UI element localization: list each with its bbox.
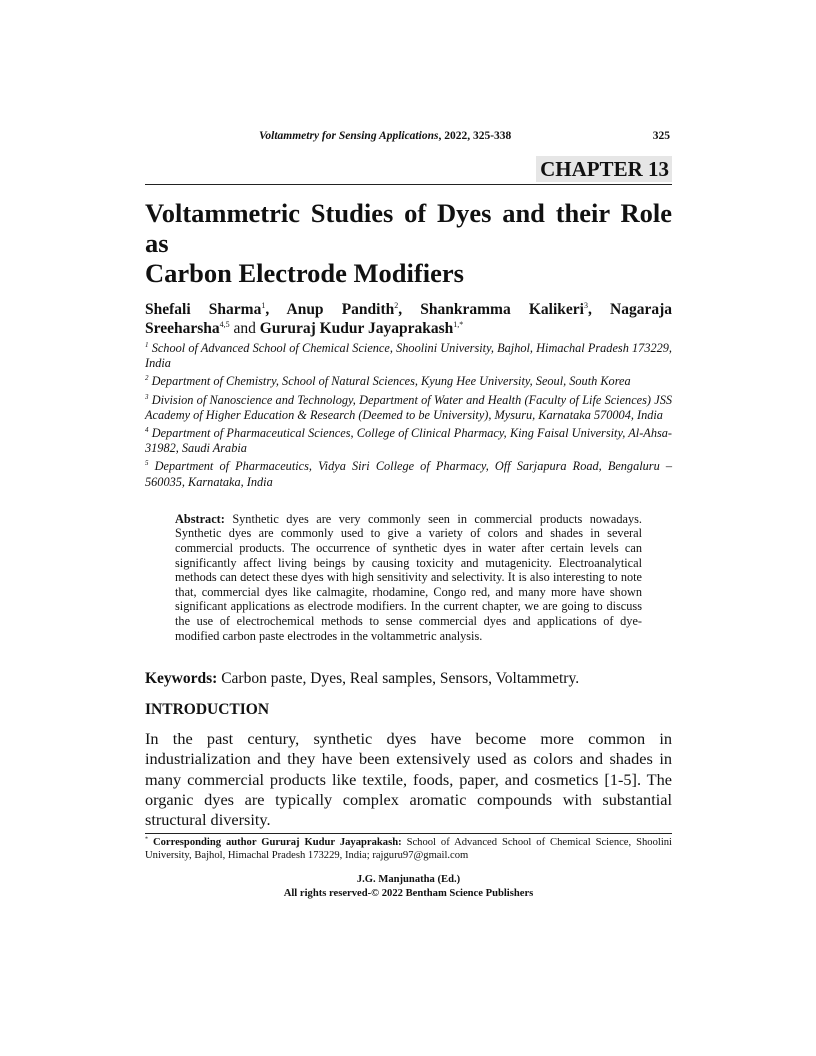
separator: , (587, 301, 610, 318)
chapter-label: CHAPTER 13 (536, 156, 672, 182)
abstract-text: Synthetic dyes are very commonly seen in commercial products nowadays. Synthetic dyes are commonly used to give a variety of colors and shades in several commercial products. The occurrence of synthetic dyes in water after certain levels can significantly affect living beings by causing toxicity and mutagenicity. Electroanalytical methods can detect these dyes with high sensitivity and selectivity. It is also interesting to note that, commercial dyes like calmagite, rhodamine, Congo red, and many more have shown significant applications as electrode modifiers. In the current chapter, we are going to discuss the use of electrochemical methods to sense commercial dyes and applications of dye-modified carbon paste electrodes in the voltammetric analysis. (175, 511, 642, 643)
separator: and (229, 320, 260, 337)
affiliation: $^4$ Department of Pharmaceutical Sciences, College of Clinical Pharmacy, King Faisal University, Al-Ahsa-31982, Saudi Arabia (145, 425, 672, 456)
author-name: Nagaraja (610, 301, 672, 318)
separator: , (398, 301, 421, 318)
author-list (145, 300, 672, 338)
abstract (175, 512, 642, 643)
author-name: Anup Pandith (286, 301, 395, 318)
footnote-divider (145, 833, 672, 834)
chapter-title-line2: Carbon Electrode Modifiers (145, 258, 464, 288)
affiliation: $^2$ Department of Chemistry, School of Natural Sciences, Kyung Hee University, Seoul, South Korea (145, 374, 631, 389)
running-head (145, 128, 672, 144)
author-sup: 4,5 (219, 319, 230, 329)
affiliations (145, 341, 672, 490)
running-head-journal: Voltammetry for Sensing Applications, 2022, 325-338 (259, 130, 512, 142)
editor-line: J.G. Manjunatha (Ed.) (356, 873, 461, 885)
section-heading: INTRODUCTION (145, 701, 270, 719)
abstract-label: Abstract: (175, 511, 225, 526)
footnote-label: Corresponding author Gururaj Kudur Jayaprakash: (152, 836, 402, 848)
copyright-line: All rights reserved-© 2022 Bentham Science Publishers (283, 888, 534, 900)
chapter-title (145, 198, 672, 288)
keywords (145, 669, 672, 688)
affiliation: $^3$ Division of Nanoscience and Technology, Department of Water and Health (Faculty of Life Sciences) JSS Academy of Higher Education & Research (Deemed to be University), Mysuru, Karnataka 570004, India (145, 392, 672, 422)
chapter-title-line1: Voltammetric Studies of Dyes and their Role as (145, 198, 672, 258)
author-name: Shankramma Kalikeri (420, 301, 584, 318)
footnote-text: School of Advanced School of Chemical Science, Shoolini University, Bajhol, Himachal Pradesh 173229, India; rajguru97@gmail.com (145, 836, 672, 862)
affiliation: $^1$ School of Advanced School of Chemical Science, Shoolini University, Bajhol, Himachal Pradesh 173229, India (145, 340, 672, 371)
author-name: Shefali Sharma (145, 301, 262, 318)
author-sup: 1 (261, 300, 266, 310)
footnote (145, 836, 672, 863)
editor-info (145, 873, 672, 902)
footnote-mark: * (145, 836, 148, 843)
author-sup: 2 (394, 300, 399, 310)
author-name: Sreeharsha (145, 320, 220, 337)
keywords-label: Keywords: (145, 670, 218, 688)
keywords-text: Carbon paste, Dyes, Real samples, Sensors, Voltammetry. (217, 670, 580, 688)
body-paragraph: In the past century, synthetic dyes have become more common in industrialization and they have been extensively used as colors and shades in many commercial products like textile, foods, paper, and cosmetics [1-5]. The organic dyes are typically complex aromatic compounds with substantial structural diversity. (145, 729, 672, 830)
affiliation: $^5$ Department of Pharmaceutics, Vidya Siri College of Pharmacy, Off Sarjapura Road, Bengaluru – 560035, Karnataka, India (145, 459, 672, 489)
page-number: 325 (652, 130, 670, 142)
author-name: Gururaj Kudur Jayaprakash (259, 320, 454, 337)
header-divider (145, 184, 672, 185)
author-sup: 1,* (453, 319, 464, 329)
author-sup: 3 (583, 300, 588, 310)
separator: , (265, 301, 287, 318)
